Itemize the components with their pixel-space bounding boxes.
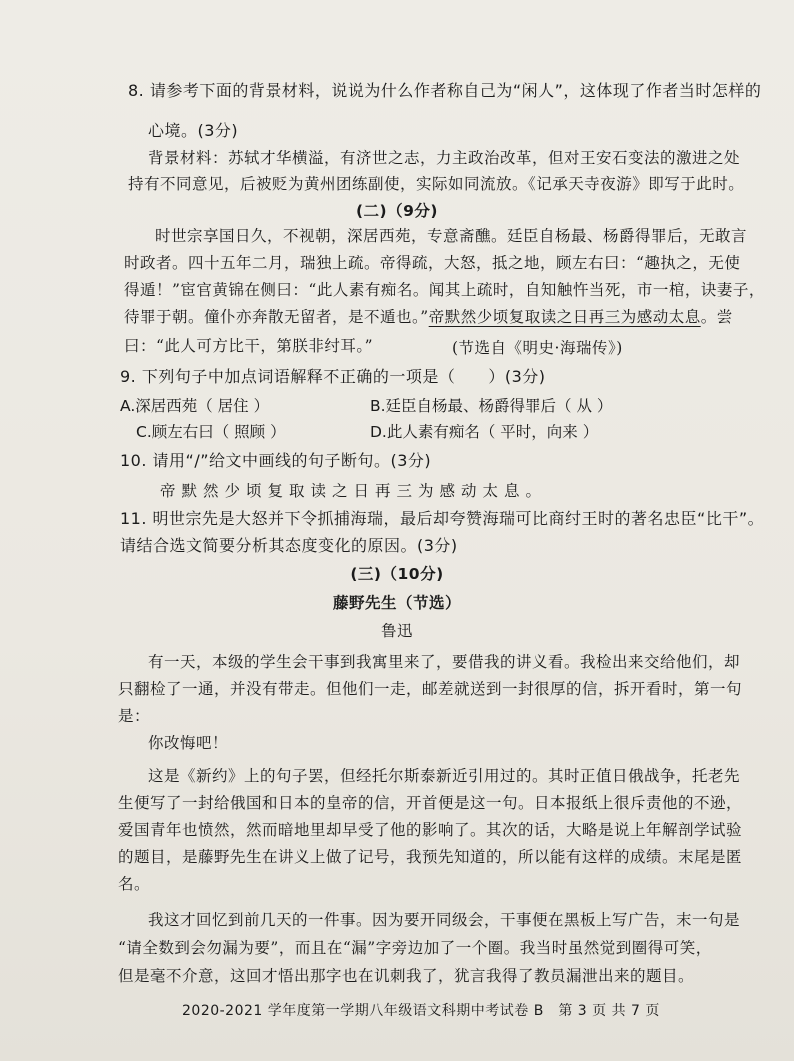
q9-option-d: D.此人素有痴名（ 平时，向来 ） xyxy=(370,423,599,441)
passage-line: 我这才回忆到前几天的一件事。因为要开同级会，干事便在黑板上写广告，末一句是 xyxy=(148,911,741,929)
passage-line: “请全数到会勿漏为要”，而且在“漏”字旁边加了一个圈。我当时虽然觉到圈得可笑， xyxy=(118,939,712,957)
passage-author: 鲁迅 xyxy=(380,622,413,640)
q9-option-b: B.廷臣自杨最、杨爵得罪后（ 从 ） xyxy=(370,397,613,415)
section2-para-line4-text: 待罪于朝。僮仆亦奔散无留者，是不遁也。” xyxy=(124,308,429,326)
q10-stem: 10. 请用“/”给文中画线的句子断句。(3分) xyxy=(120,451,432,470)
section2-para-line4-end: 。尝 xyxy=(700,308,733,326)
section3-heading: (三)（10分) xyxy=(350,565,444,583)
passage-line: 的题目，是藤野先生在讲义上做了记号，我预先知道的，所以能有这样的成绩。末尾是匿 xyxy=(118,848,743,866)
passage-line: 爱国青年也愤然，然而暗地里却早受了他的影响了。其次的话，大略是说上年解剖学试验 xyxy=(118,821,743,839)
q10-sentence: 帝默然少顷复取读之日再三为感动太息。 xyxy=(160,482,548,500)
q9-stem: 9. 下列句子中加点词语解释不正确的一项是（ ）(3分) xyxy=(120,367,546,386)
q8-background-line1: 背景材料：苏轼才华横溢，有济世之志，力主政治改革，但对王安石变法的激进之处 xyxy=(148,149,741,167)
underlined-sentence: 帝默然少顷复取读之日再三为感动太息 xyxy=(428,308,701,326)
passage-line: 这是《新约》上的句子罢，但经托尔斯泰新近引用过的。其时正值日俄战争，托老先 xyxy=(148,767,741,785)
passage-line: 生便写了一封给俄国和日本的皇帝的信，开首便是这一句。日本报纸上很斥责他的不逊， xyxy=(118,794,743,812)
q11-stem-line1: 11. 明世宗先是大怒并下令抓捕海瑞，最后却夸赞海瑞可比商纣王时的著名忠臣“比干”。 xyxy=(120,509,765,528)
q9-option-c: C.顾左右曰（ 照顾 ） xyxy=(136,423,286,441)
section2-para-line1: 时世宗享国日久，不视朝，深居西苑，专意斋醮。廷臣自杨最、杨爵得罪后，无敢言 xyxy=(155,227,748,245)
passage-line: 只翻检了一通，并没有带走。但他们一走，邮差就送到一封很厚的信，拆开看时，第一句 xyxy=(118,680,743,698)
passage-line: 你改悔吧！ xyxy=(148,734,229,752)
section2-para-line2: 时政者。四十五年二月，瑞独上疏。帝得疏，大怒，抵之地，顾左右曰：“趣执之，无使 xyxy=(124,254,741,272)
section2-para-line3: 得遁！”宦官黄锦在侧曰：“此人素有痴名。闻其上疏时，自知触忤当死，市一棺，诀妻子， xyxy=(124,281,765,299)
q11-stem-line2: 请结合选文简要分析其态度变化的原因。(3分) xyxy=(120,536,458,555)
section2-para-line4 xyxy=(124,306,733,328)
passage-line: 名。 xyxy=(118,875,151,893)
section2-para-line5: 曰：“此人可方比干，第朕非纣耳。” xyxy=(124,337,374,355)
q8-background-line2: 持有不同意见，后被贬为黄州团练副使，实际如同流放。《记承天寺夜游》即写于此时。 xyxy=(128,175,745,193)
q8-stem-line1: 8. 请参考下面的背景材料，说说为什么作者称自己为“闲人”，这体现了作者当时怎样的 xyxy=(128,81,762,100)
passage-line: 但是毫不介意，这回才悟出那字也在讥刺我了，犹言我得了教员漏泄出来的题目。 xyxy=(118,967,695,985)
passage-line: 有一天，本级的学生会干事到我寓里来了，要借我的讲义看。我检出来交给他们，却 xyxy=(148,653,741,671)
q8-stem-line2: 心境。(3分) xyxy=(148,121,239,140)
section2-heading: (二)（9分) xyxy=(355,202,439,220)
passage-line: 是： xyxy=(118,707,151,725)
passage-title: 藤野先生（节选） xyxy=(332,594,461,612)
q9-option-a: A.深居西苑（ 居住 ） xyxy=(120,397,270,415)
section2-source: (节选自《明史·海瑞传》) xyxy=(452,339,623,357)
page-footer: 2020-2021 学年度第一学期八年级语文科期中考试卷 B 第 3 页 共 7 页 xyxy=(182,1003,660,1019)
